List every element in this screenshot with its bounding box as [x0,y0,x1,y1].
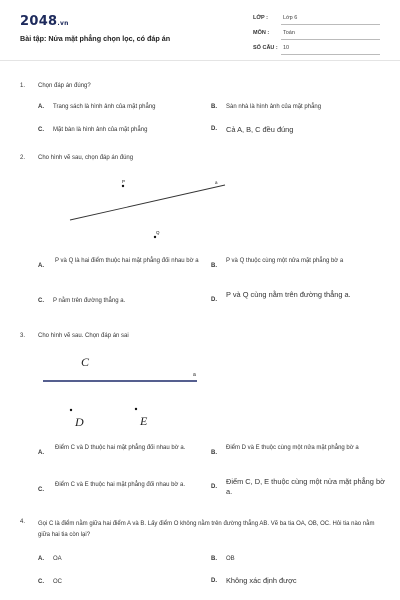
label-e: E [140,414,148,428]
meta-subject-label: MÔN : [253,30,270,36]
point-e [135,408,137,410]
site-logo[interactable]: 2048.vn [20,14,69,29]
label-q: Q [156,230,160,235]
meta-class-label: LỚP : [253,15,268,21]
point-d [70,409,72,411]
meta-subject-value: Toán [283,30,295,36]
worksheet-title: Bài tập: Nửa mặt phẳng chọn lọc, có đáp án [20,34,171,43]
meta-class [253,14,380,26]
label-d: D [75,415,84,429]
question-3: 3. Cho hình vẽ sau. Chọn đáp án sai [20,333,129,339]
label-a: a [193,372,196,378]
header-divider [0,60,400,61]
question-1: 1. Chọn đáp án đúng? [20,83,91,89]
question-2: 2. Cho hình vẽ sau, chọn đáp án đúng [20,155,134,161]
meta-count [253,44,380,56]
q2-figure [60,172,240,244]
question-4: Gọi C là điểm nằm giữa hai điểm A và B. Lấy điểm O không nằm trên đường thẳng AB. Vẽ ba tia OA, OB, OC. Hỏi tia nào nằm giữa hai tia còn lại? [38,521,375,538]
meta-class-value: Lớp 6 [283,15,298,21]
meta-subject [253,29,380,41]
meta-count-value: 10 [283,45,290,51]
point-p [122,185,124,187]
label-p: P [122,179,126,184]
meta-count-label: SỐ CÂU : [253,45,278,51]
label-c: C [81,355,90,369]
question-4-number: 4. [20,519,26,525]
q3-figure [40,348,210,433]
line-a [70,185,225,220]
label-a: a [215,180,218,185]
point-q [154,236,156,238]
